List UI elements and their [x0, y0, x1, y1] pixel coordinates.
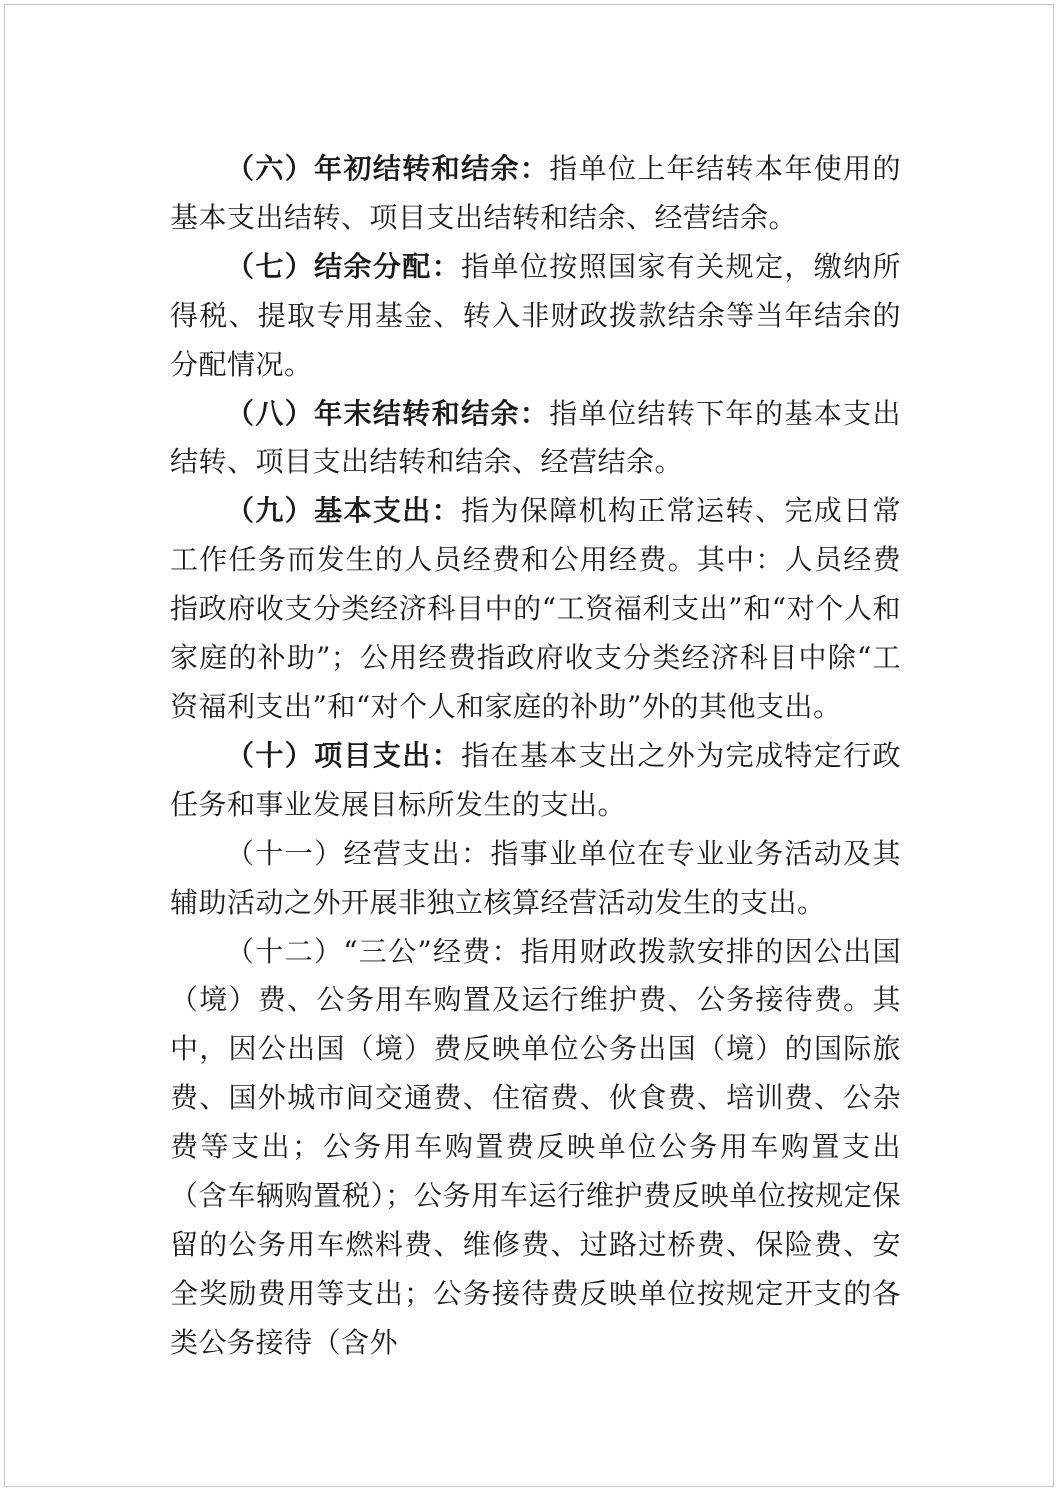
term-9: （九）基本支出： — [226, 494, 462, 528]
term-8: （八）年末结转和结余： — [226, 396, 550, 430]
paragraph-6 — [170, 145, 901, 243]
definition-6: 指单位上年结转本年使用的基本支出结转、项目支出结转和结余、经营结余。 — [170, 152, 901, 234]
definition-9: 指为保障机构正常运转、完成日常工作任务而发生的人员经费和公用经费。其中：人员经费指政府收支分类经济科目中的“工资福利支出”和“对个人和家庭的补助”；公用经费指政府收支分类经济科目中除“工资福利支出”和“对个人和家庭的补助”外的其他支出。 — [170, 494, 901, 723]
paragraph-7 — [170, 243, 901, 390]
document-page — [4, 4, 1054, 1487]
definition-8: 指单位结转下年的基本支出结转、项目支出结转和结余、经营结余。 — [170, 396, 901, 479]
paragraph-10 — [170, 732, 901, 830]
paragraph-11 — [170, 830, 901, 928]
paragraph-9 — [170, 487, 901, 732]
definition-11: （十一）经营支出：指事业单位在专业业务活动及其辅助活动之外开展非独立核算经营活动发生的支出。 — [170, 836, 901, 919]
definition-10: 指在基本支出之外为完成特定行政任务和事业发展目标所发生的支出。 — [170, 738, 901, 821]
definition-7: 指单位按照国家有关规定，缴纳所得税、提取专用基金、转入非财政拨款结余等当年结余的分配情况。 — [170, 249, 901, 381]
term-7: （七）结余分配： — [226, 249, 462, 283]
definition-12: （十二）“三公”经费：指用财政拨款安排的因公出国（境）费、公务用车购置及运行维护费、公务接待费。其中，因公出国（境）费反映单位公务出国（境）的国际旅费、国外城市间交通费、住宿费、伙食费、培训费、公杂费等支出；公务用车购置费反映单位公务用车购置支出（含车辆购置税）；公务用车运行维护费反映单位按规定保留的公务用车燃料费、维修费、过路过桥费、保险费、安全奖励费用等支出；公务接待费反映单位按规定开支的各类公务接待（含外 — [170, 934, 901, 1359]
term-10: （十）项目支出： — [226, 738, 462, 772]
term-6: （六）年初结转和结余： — [226, 152, 550, 185]
paragraph-8 — [170, 390, 901, 488]
paragraph-12 — [170, 928, 901, 1368]
document-body — [170, 145, 901, 1368]
